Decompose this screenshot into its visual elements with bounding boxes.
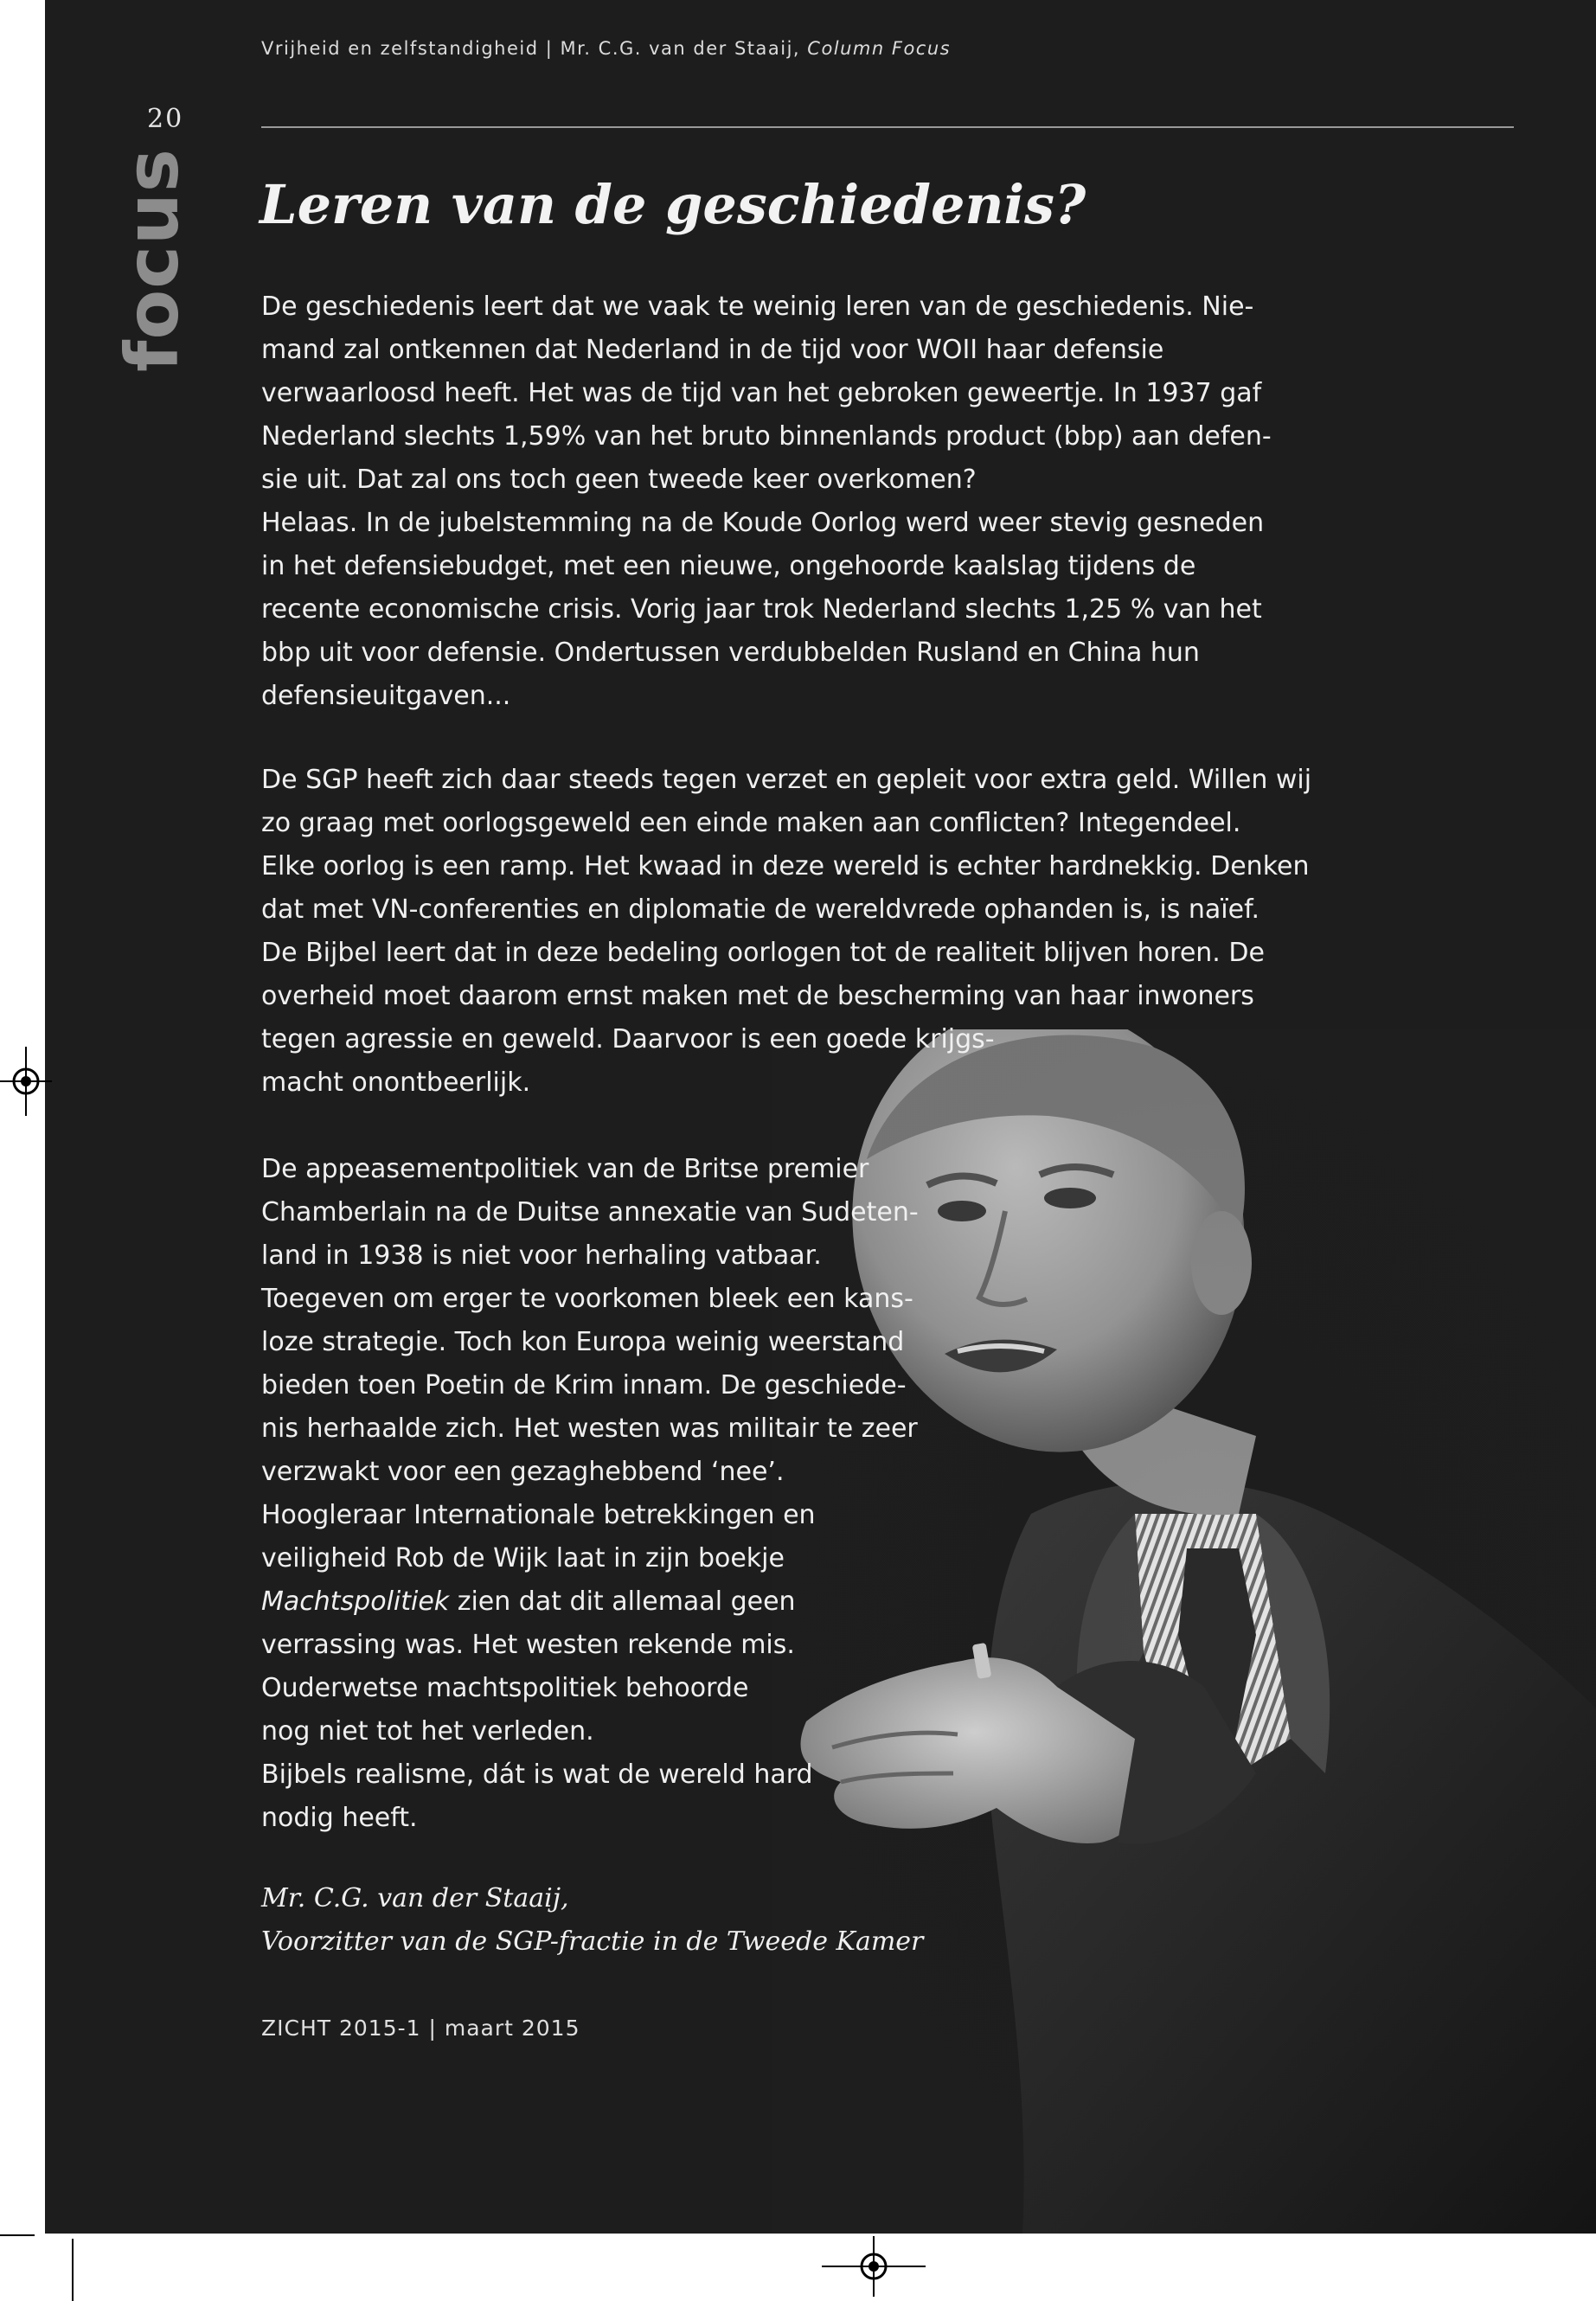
text-line: nog niet tot het verleden.: [261, 1716, 594, 1747]
text-line: Chamberlain na de Duitse annexatie van Sudeten-: [261, 1197, 919, 1227]
text-line: verzwakt voor een gezaghebbend ‘nee’.: [261, 1457, 785, 1487]
text-line: mand zal ontkennen dat Nederland in de tijd voor WOII haar defensie: [261, 335, 1164, 365]
text-line: sie uit. Dat zal ons toch geen tweede keer overkomen?: [261, 465, 977, 495]
text-line: macht onontbeerlijk.: [261, 1067, 531, 1098]
text-line: bbp uit voor defensie. Ondertussen verdubbelden Rusland en China hun: [261, 638, 1200, 668]
page: [45, 0, 1596, 2234]
text-line: nodig heeft.: [261, 1803, 418, 1833]
page-margin-bottom: [45, 2234, 1596, 2301]
text-line: verrassing was. Het westen rekende mis.: [261, 1630, 795, 1660]
text-line: verwaarloosd heeft. Het was de tijd van het gebroken geweertje. In 1937 gaf: [261, 378, 1262, 408]
book-title: Machtspolitiek: [261, 1586, 450, 1617]
header-rule: [261, 126, 1514, 128]
paragraph-1: [261, 285, 1272, 718]
registration-mark-bottom: [822, 2236, 926, 2297]
running-head-column-name: Column Focus: [807, 38, 952, 59]
text-line: Elke oorlog is een ramp. Het kwaad in deze wereld is echter hardnekkig. Denken: [261, 851, 1310, 881]
text-line: loze strategie. Toch kon Europa weinig weerstand: [261, 1327, 905, 1357]
article-title: Leren van de geschiedenis?: [260, 173, 1086, 236]
text-line: Toegeven om erger te voorkomen bleek een kans-: [261, 1284, 913, 1314]
running-head: [261, 38, 951, 59]
text-line: tegen agressie en geweld. Daarvoor is een goede krijgs-: [261, 1024, 995, 1054]
signature: [261, 1877, 923, 1964]
signature-name: Mr. C.G. van der Staaij,: [261, 1883, 569, 1913]
text-line: Ouderwetse machtspolitiek behoorde: [261, 1673, 749, 1703]
text-line: Hoogleraar Internationale betrekkingen en: [261, 1500, 816, 1530]
text-line: nis herhaalde zich. Het westen was militair te zeer: [261, 1413, 918, 1444]
text-line: De geschiedenis leert dat we vaak te weinig leren van de geschiedenis. Nie-: [261, 292, 1254, 322]
text-line: defensieuitgaven...: [261, 681, 511, 711]
text-line: land in 1938 is niet voor herhaling vatbaar.: [261, 1240, 822, 1271]
signature-role: Voorzitter van de SGP-fractie in de Tweede Kamer: [261, 1926, 924, 1957]
section-label: focus: [110, 148, 195, 372]
page-number: 20: [147, 104, 184, 134]
text-line: [261, 1580, 919, 1624]
footer-issue: ZICHT 2015-1 | maart 2015: [261, 2016, 580, 2041]
paragraph-3: [261, 1148, 919, 1840]
text-line: dat met VN-conferenties en diplomatie de wereldvrede ophanden is, is naïef.: [261, 894, 1260, 925]
text-line: Nederland slechts 1,59% van het bruto binnenlands product (bbp) aan defen-: [261, 421, 1272, 452]
text-line: zo graag met oorlogsgeweld een einde maken aan conflicten? Integendeel.: [261, 808, 1241, 838]
text-line: Helaas. In de jubelstemming na de Koude Oorlog werd weer stevig gesneden: [261, 508, 1265, 538]
text-line: De Bijbel leert dat in deze bedeling oorlogen tot de realiteit blijven horen. De: [261, 938, 1265, 968]
paragraph-2: [261, 759, 1311, 1105]
book-line-rest: zien dat dit allemaal geen: [449, 1586, 796, 1617]
text-line: veiligheid Rob de Wijk laat in zijn boekje: [261, 1543, 785, 1574]
text-line: in het defensiebudget, met een nieuwe, ongehoorde kaalslag tijdens de: [261, 551, 1196, 581]
text-line: Bijbels realisme, dát is wat de wereld hard: [261, 1759, 813, 1790]
running-head-text: Vrijheid en zelfstandigheid | Mr. C.G. van der Staaij,: [261, 38, 808, 59]
registration-mark-left: [0, 1047, 52, 1116]
text-line: bieden toen Poetin de Krim innam. De geschiede-: [261, 1370, 907, 1400]
text-line: recente economische crisis. Vorig jaar trok Nederland slechts 1,25 % van het: [261, 594, 1262, 625]
crop-mark-bottom-left: [0, 2234, 87, 2301]
text-line: De SGP heeft zich daar steeds tegen verzet en gepleit voor extra geld. Willen wij: [261, 765, 1312, 795]
text-line: overheid moet daarom ernst maken met de bescherming van haar inwoners: [261, 981, 1254, 1011]
text-line: De appeasementpolitiek van de Britse premier: [261, 1154, 869, 1184]
